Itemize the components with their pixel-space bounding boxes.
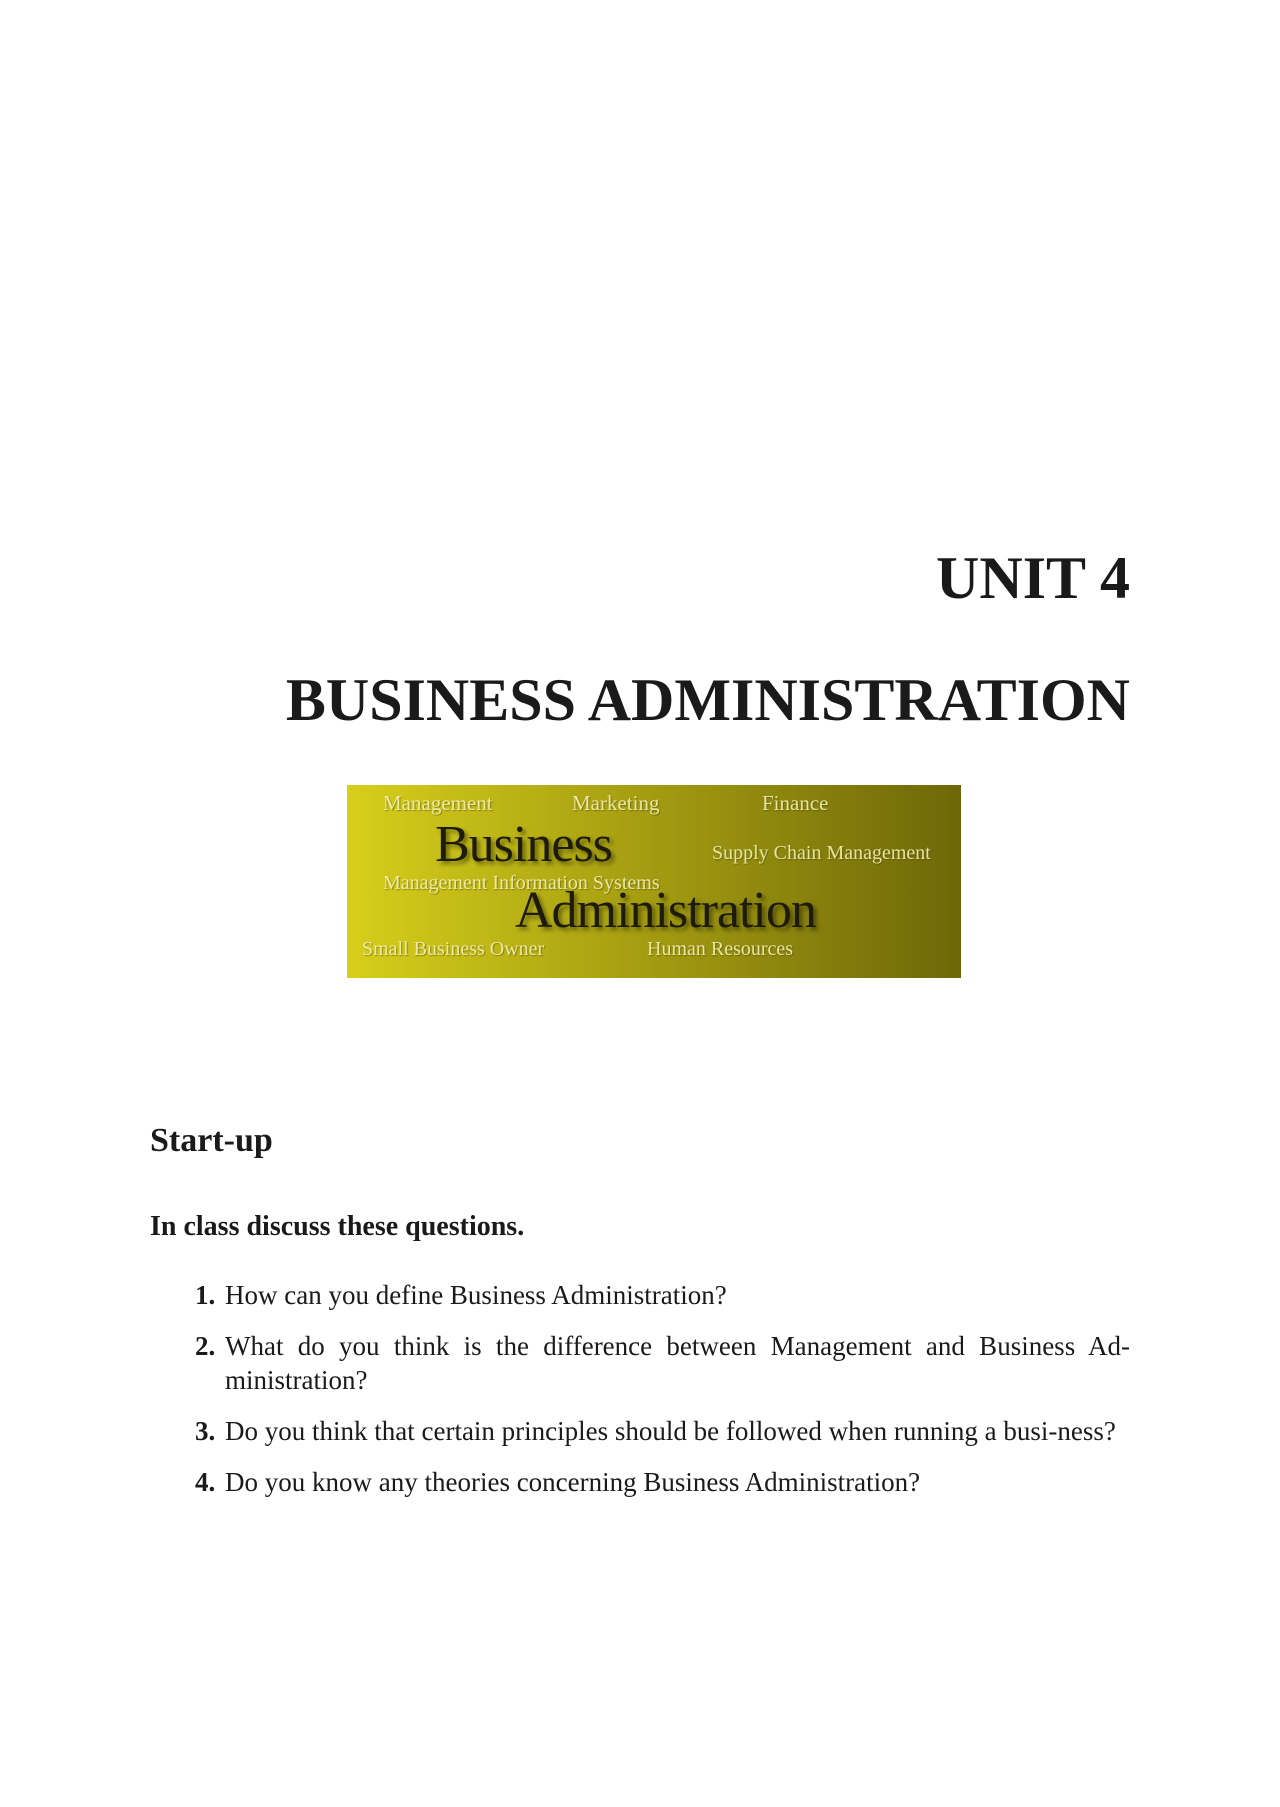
banner-word-administration: Administration (515, 882, 816, 939)
question-item (195, 1414, 1130, 1448)
unit-title: BUSINESS ADMINISTRATION (285, 667, 1130, 733)
question-text: How can you define Business Administration? (225, 1280, 727, 1310)
question-text: Do you think that certain principles should be followed when running a busi-ness? (225, 1416, 1116, 1446)
question-number: 3. (195, 1416, 216, 1446)
question-list (195, 1278, 1130, 1516)
question-text: Do you know any theories concerning Business Administration? (225, 1467, 921, 1497)
question-item (195, 1329, 1130, 1397)
banner-word-finance: Finance (762, 791, 829, 815)
business-administration-banner-image (347, 785, 961, 978)
banner-word-management: Management (383, 791, 493, 815)
question-number: 2. (195, 1331, 216, 1361)
question-text: What do you think is the difference between Management and Business Ad-ministration? (225, 1331, 1130, 1395)
banner-word-human-resources: Human Resources (647, 938, 794, 960)
banner-word-business: Business (435, 816, 612, 873)
question-item (195, 1278, 1130, 1312)
instruction-text: In class discuss these questions. (150, 1211, 525, 1242)
question-item (195, 1465, 1130, 1499)
banner-word-small-business: Small Business Owner (362, 938, 545, 960)
unit-number: UNIT 4 (936, 545, 1130, 611)
question-number: 4. (195, 1467, 216, 1497)
banner-word-mis: Management Information Systems (383, 872, 660, 894)
banner-word-marketing: Marketing (572, 791, 660, 815)
banner-word-supply-chain: Supply Chain Management (712, 842, 931, 864)
section-heading-startup: Start-up (150, 1122, 273, 1159)
question-number: 1. (195, 1280, 216, 1310)
